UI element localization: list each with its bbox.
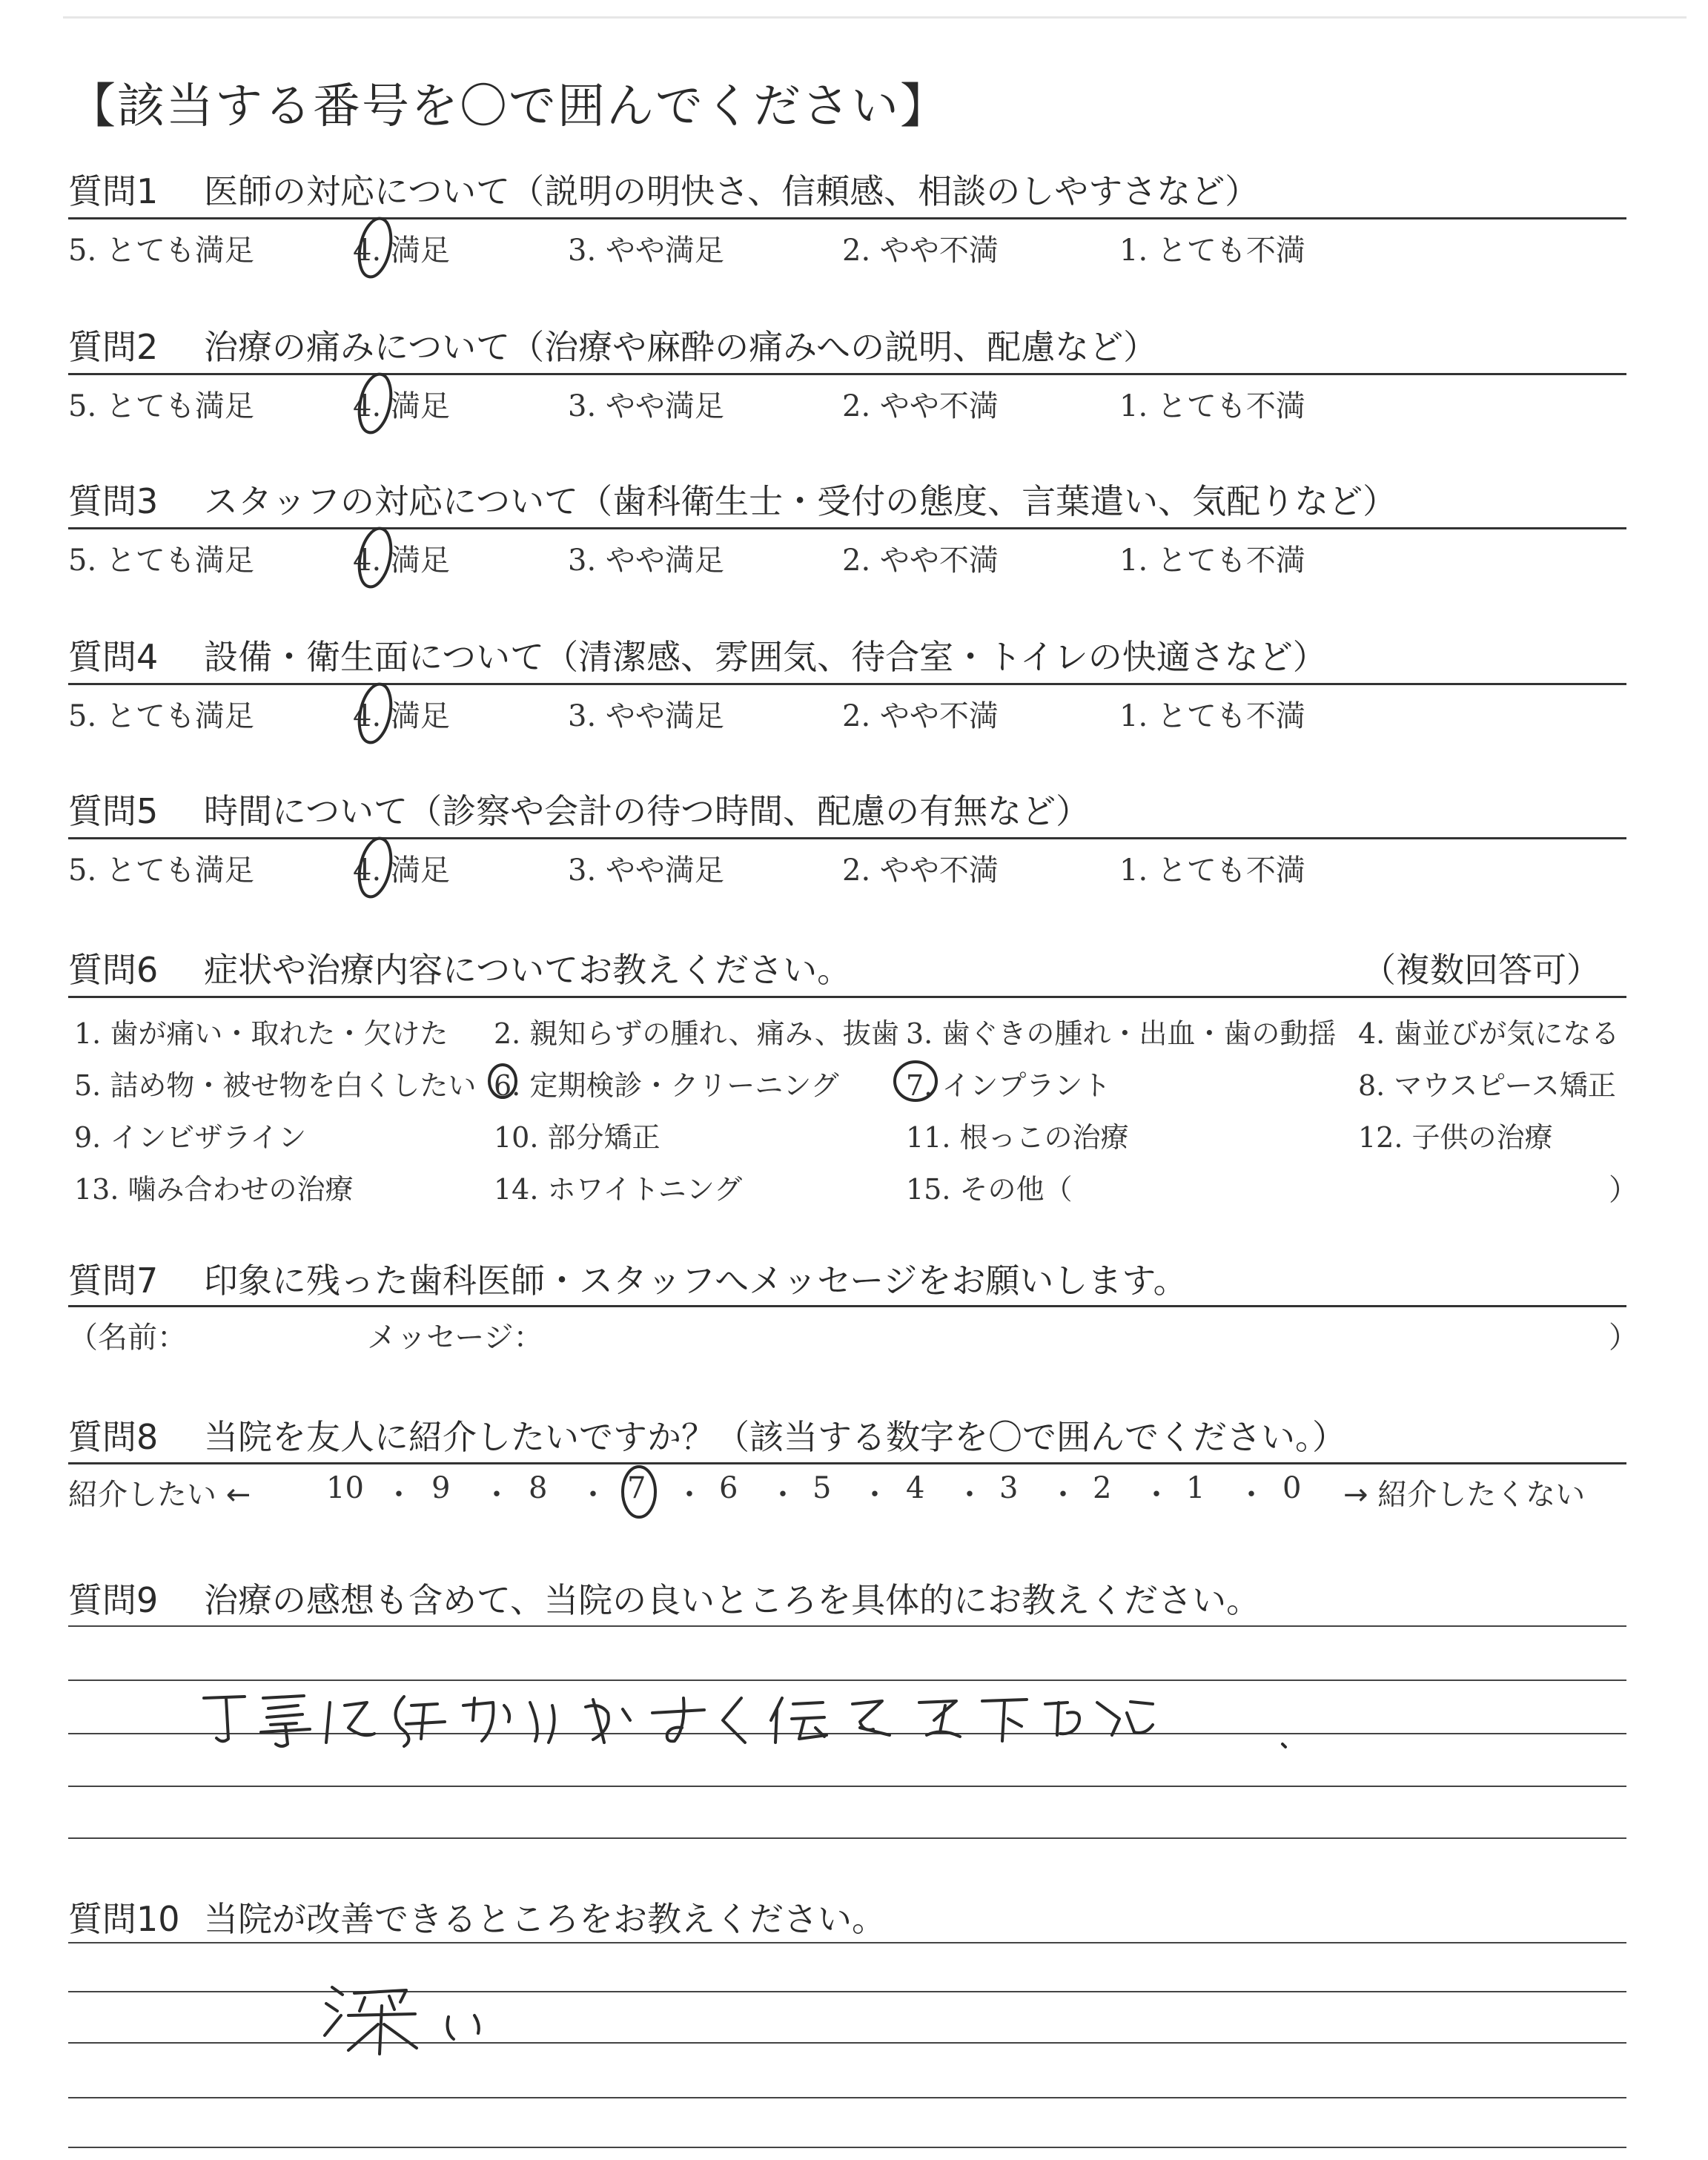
q7-message-label: メッセージ： xyxy=(367,1321,543,1355)
q6-option-12[interactable]: 12. 子供の治療 xyxy=(1358,1121,1553,1154)
q8-scale-4[interactable]: 4 xyxy=(906,1471,925,1505)
q10-line-4 xyxy=(68,2097,1626,2098)
q6-option-11[interactable]: 11. 根っこの治療 xyxy=(906,1121,1129,1154)
q1-text: 医師の対応について（説明の明快さ、信頼感、相談のしやすさなど） xyxy=(204,171,1260,211)
q8-separator-dot: ・ xyxy=(1048,1478,1078,1512)
q8-scale-3[interactable]: 3 xyxy=(999,1471,1019,1505)
q4-option-4[interactable]: 4. 満足 xyxy=(353,699,450,733)
q6-option-15[interactable]: 15. その他（ xyxy=(906,1173,1073,1206)
q8-separator-dot: ・ xyxy=(675,1478,704,1512)
q9-text: 治療の感想も含めて、当院の良いところを具体的にお教えください。 xyxy=(204,1580,1261,1620)
q10-line-1 xyxy=(68,1942,1626,1943)
q9-line-2 xyxy=(68,1680,1626,1681)
q2-heading xyxy=(68,320,1157,369)
q4-heading xyxy=(68,630,1327,679)
q3-option-5[interactable]: 5. とても満足 xyxy=(68,544,254,578)
q7-number: 質問7 xyxy=(68,1261,159,1301)
q5-option-5[interactable]: 5. とても満足 xyxy=(68,853,254,888)
q10-number: 質問10 xyxy=(68,1899,180,1939)
q8-rule xyxy=(68,1462,1626,1464)
q8-scale-1[interactable]: 1 xyxy=(1186,1471,1205,1505)
q9-heading xyxy=(68,1573,1260,1622)
q8-separator-dot: ・ xyxy=(768,1478,798,1512)
q4-number: 質問4 xyxy=(68,637,159,677)
q6-heading xyxy=(68,943,851,992)
q8-text: 当院を友人に紹介したいですか？（該当する数字を〇で囲んでください。） xyxy=(204,1417,1346,1457)
q4-rule xyxy=(68,683,1626,685)
q5-option-2[interactable]: 2. やや不満 xyxy=(842,853,999,888)
q2-option-2[interactable]: 2. やや不満 xyxy=(842,389,999,423)
q6-option-1[interactable]: 1. 歯が痛い・取れた・欠けた xyxy=(74,1017,448,1050)
q2-text: 治療の痛みについて（治療や麻酔の痛みへの説明、配慮など） xyxy=(204,327,1158,367)
q8-scale-9[interactable]: 9 xyxy=(431,1471,451,1505)
q9-number: 質問9 xyxy=(68,1580,159,1620)
q3-option-1[interactable]: 1. とても不満 xyxy=(1119,544,1305,578)
q10-line-5 xyxy=(68,2147,1626,2148)
q6-option-6[interactable]: 6. 定期検診・クリーニング xyxy=(494,1069,839,1102)
q8-number: 質問8 xyxy=(68,1417,159,1457)
top-divider xyxy=(63,16,1687,19)
q8-separator-dot: ・ xyxy=(860,1478,890,1512)
q6-option-7[interactable]: 7. インプラント xyxy=(906,1069,1111,1102)
q7-heading xyxy=(68,1254,1188,1303)
q6-number: 質問6 xyxy=(68,950,159,990)
q5-option-1[interactable]: 1. とても不満 xyxy=(1119,853,1305,888)
q6-option-14[interactable]: 14. ホワイトニング xyxy=(494,1173,743,1206)
q8-separator-dot: ・ xyxy=(482,1478,512,1512)
q1-option-1[interactable]: 1. とても不満 xyxy=(1119,234,1305,268)
q6-option-9[interactable]: 9. インビザライン xyxy=(74,1121,307,1154)
q6-multiple-note: （複数回答可） xyxy=(1362,950,1601,990)
q8-scale-2[interactable]: 2 xyxy=(1093,1471,1112,1505)
q1-option-2[interactable]: 2. やや不満 xyxy=(842,234,999,268)
q9-line-5 xyxy=(68,1837,1626,1839)
q9-line-4 xyxy=(68,1786,1626,1787)
q6-close-paren: ） xyxy=(1609,1173,1638,1207)
q1-number: 質問1 xyxy=(68,171,159,211)
q8-separator-dot: ・ xyxy=(1142,1478,1171,1512)
q10-handwritten-answer xyxy=(319,1987,423,2062)
q4-option-5[interactable]: 5. とても満足 xyxy=(68,699,254,733)
q7-rule xyxy=(68,1305,1626,1307)
q2-option-3[interactable]: 3. やや満足 xyxy=(568,389,724,423)
q2-option-4[interactable]: 4. 満足 xyxy=(353,389,450,423)
q3-text: スタッフの対応について（歯科衛生士・受付の態度、言葉遣い、気配りなど） xyxy=(204,481,1397,521)
q10-text: 当院が改善できるところをお教えください。 xyxy=(204,1899,886,1939)
q1-rule xyxy=(68,217,1626,219)
q7-text: 印象に残った歯科医師・スタッフへメッセージをお願いします。 xyxy=(204,1261,1188,1301)
q2-option-1[interactable]: 1. とても不満 xyxy=(1119,389,1305,423)
q10-line-2 xyxy=(68,1991,1626,1992)
page-title: 【該当する番号を〇で囲んでください】 xyxy=(68,79,949,134)
q1-heading xyxy=(68,165,1259,214)
q3-heading xyxy=(68,475,1397,524)
q3-option-3[interactable]: 3. やや満足 xyxy=(568,544,724,578)
q8-separator-dot: ・ xyxy=(384,1478,414,1512)
q7-name-label: （名前： xyxy=(68,1321,187,1355)
q8-separator-dot: ・ xyxy=(1237,1478,1266,1512)
q5-option-3[interactable]: 3. やや満足 xyxy=(568,853,724,888)
q6-option-4[interactable]: 4. 歯並びが気になる xyxy=(1358,1017,1620,1050)
q10-line-3 xyxy=(68,2042,1626,2044)
q2-rule xyxy=(68,373,1626,375)
q3-option-4[interactable]: 4. 満足 xyxy=(353,544,450,578)
q3-number: 質問3 xyxy=(68,481,159,521)
q4-option-3[interactable]: 3. やや満足 xyxy=(568,699,724,733)
q8-heading xyxy=(68,1410,1346,1459)
q8-right-label: → 紹介したくない xyxy=(1343,1478,1586,1512)
q6-option-3[interactable]: 3. 歯ぐきの腫れ・出血・歯の動揺 xyxy=(906,1017,1337,1050)
q5-rule xyxy=(68,837,1626,839)
q5-heading xyxy=(68,785,1090,833)
q6-option-5[interactable]: 5. 詰め物・被せ物を白くしたい xyxy=(74,1069,477,1102)
q2-number: 質問2 xyxy=(68,327,159,367)
q6-option-13[interactable]: 13. 噛み合わせの治療 xyxy=(74,1173,354,1206)
q8-separator-dot: ・ xyxy=(955,1478,984,1512)
q6-option-2[interactable]: 2. 親知らずの腫れ、痛み、抜歯 xyxy=(494,1017,899,1050)
q5-option-4[interactable]: 4. 満足 xyxy=(353,853,450,888)
q1-option-5[interactable]: 5. とても満足 xyxy=(68,234,254,268)
q8-scale-6[interactable]: 6 xyxy=(719,1471,738,1505)
q10-heading xyxy=(68,1892,886,1941)
q3-rule xyxy=(68,527,1626,529)
q5-number: 質問5 xyxy=(68,791,159,831)
q6-option-10[interactable]: 10. 部分矯正 xyxy=(494,1121,661,1154)
q9-handwritten-answer xyxy=(200,1691,936,1757)
q9-line-1 xyxy=(68,1625,1626,1627)
q8-separator-dot: ・ xyxy=(578,1478,608,1512)
q6-rule xyxy=(68,996,1626,998)
q8-scale-5[interactable]: 5 xyxy=(812,1471,832,1505)
q4-option-2[interactable]: 2. やや不満 xyxy=(842,699,999,733)
q2-option-5[interactable]: 5. とても満足 xyxy=(68,389,254,423)
q1-option-3[interactable]: 3. やや満足 xyxy=(568,234,724,268)
q8-scale-8[interactable]: 8 xyxy=(529,1471,548,1505)
q6-text: 症状や治療内容についてお教えください。 xyxy=(204,950,852,990)
q4-text: 設備・衛生面について（清潔感、雰囲気、待合室・トイレの快適さなど） xyxy=(204,637,1327,677)
q8-scale-10[interactable]: 10 xyxy=(326,1471,364,1505)
q5-text: 時間について（診察や会計の待つ時間、配慮の有無など） xyxy=(204,791,1090,831)
q8-scale-7[interactable]: 7 xyxy=(627,1471,646,1505)
q7-close-paren: ） xyxy=(1609,1321,1638,1355)
q6-option-8[interactable]: 8. マウスピース矯正 xyxy=(1358,1069,1616,1102)
q3-option-2[interactable]: 2. やや不満 xyxy=(842,544,999,578)
q1-option-4[interactable]: 4. 満足 xyxy=(353,234,450,268)
q4-option-1[interactable]: 1. とても不満 xyxy=(1119,699,1305,733)
q8-scale-0[interactable]: 0 xyxy=(1282,1471,1302,1505)
q8-left-label: 紹介したい ← xyxy=(68,1478,251,1512)
